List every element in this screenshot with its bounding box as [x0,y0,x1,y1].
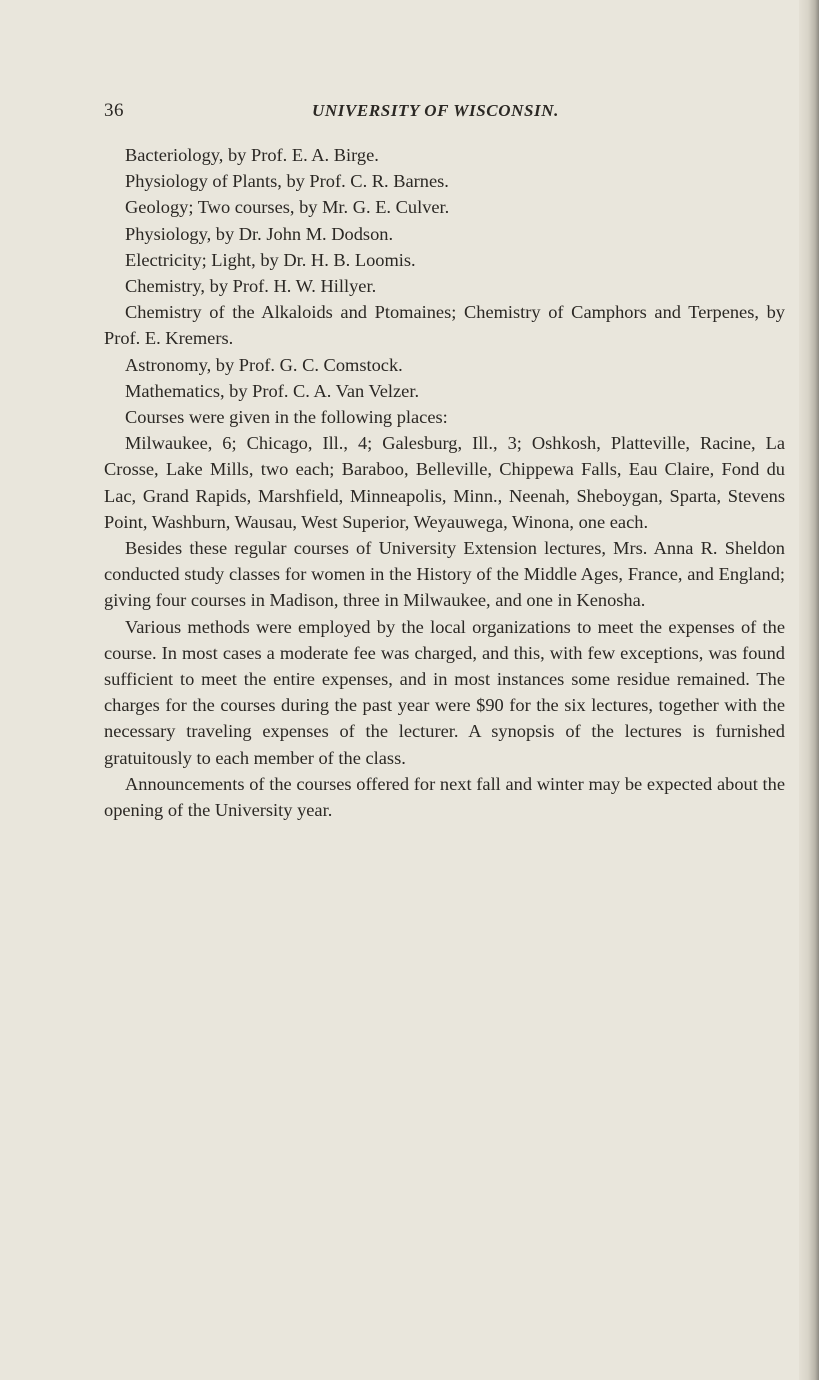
course-entry-mathematics: Mathematics, by Prof. C. A. Van Velzer. [125,380,420,401]
running-head: UNIVERSITY OF WISCONSIN. [312,101,559,120]
course-entry-bacteriology: Bacteriology, by Prof. E. A. Birge. [125,145,379,165]
places-list-paragraph: Milwaukee, 6; Chicago, Ill., 4; Galesburg, Ill., 3; Oshkosh, Platteville, Racine, La Crosse, Lake Mills, two each; Baraboo, Belleville, Chippewa Falls, Eau Claire, Fond du Lac, Grand Rapids, Marshfield, Minneapolis, Minn., Neenah, Sheboygan, Sparta, Stevens Point, Washburn, Wausau, West Superior, Weyauwega, Winona, one each. [104,433,785,532]
page-header [104,100,586,128]
course-entry-physiology: Physiology, by Dr. John M. Dodson. [125,223,394,244]
announcements-paragraph: Announcements of the courses offered for next fall and winter may be expected about the opening of the University year. [104,773,785,821]
course-entry-plant-physiology: Physiology of Plants, by Prof. C. R. Barnes. [125,171,449,192]
page-edge-shadow [799,0,819,1380]
body-text [104,142,785,823]
page-number: 36 [104,100,124,121]
places-intro-paragraph: Courses were given in the following places: [125,407,448,428]
course-entry-electricity: Electricity; Light, by Dr. H. B. Loomis. [125,249,416,270]
expenses-paragraph: Various methods were employed by the local organizations to meet the expenses of the course. In most cases a moderate fee was charged, and this, with few exceptions, was found sufficient to meet the entire expenses, and in most instances some residue remained. The charges for the courses during the past year were $90 for the six lectures, together with the necessary traveling expenses of the lecturer. A synopsis of the lectures is furnished gratuitously to each member of the class. [104,616,785,768]
sheldon-classes-paragraph: Besides these regular courses of University Extension lectures, Mrs. Anna R. Sheldon conducted study classes for women in the History of the Middle Ages, France, and England; giving four courses in Madison, three in Milwaukee, and one in Kenosha. [104,538,785,611]
course-entry-chemistry: Chemistry, by Prof. H. W. Hillyer. [125,276,377,297]
course-entry-astronomy: Astronomy, by Prof. G. C. Comstock. [125,354,403,375]
course-entry-alkaloids: Chemistry of the Alkaloids and Ptomaines; Chemistry of Camphors and Terpenes, by Prof. E. Kremers. [104,302,785,349]
course-entry-geology: Geology; Two courses, by Mr. G. E. Culver. [125,197,450,218]
